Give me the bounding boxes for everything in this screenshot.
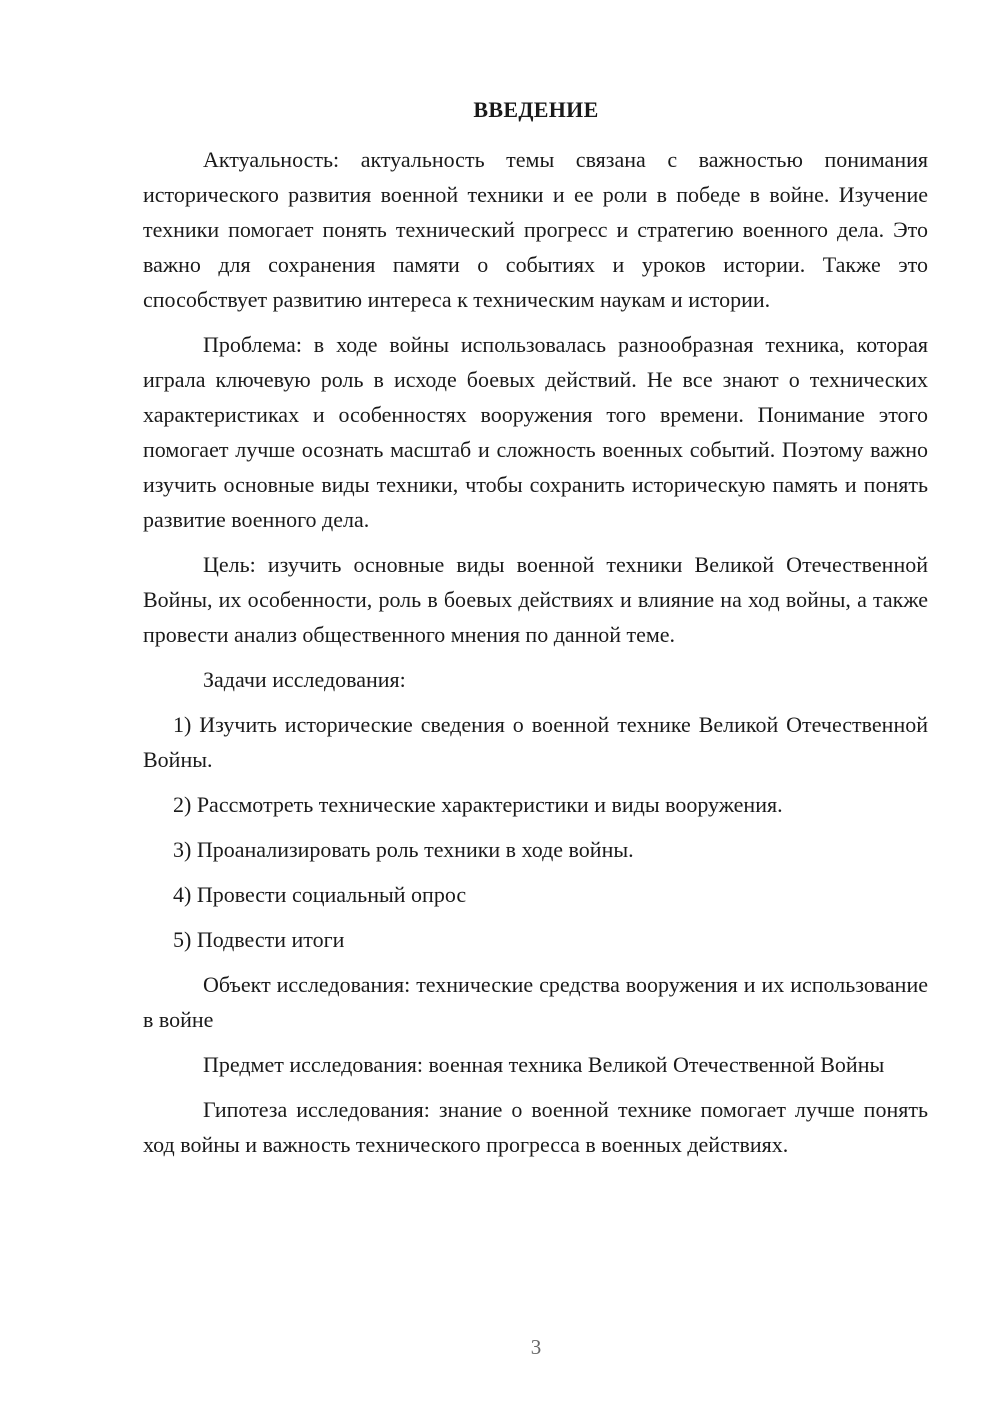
- tasks-heading: Задачи исследования:: [203, 667, 406, 692]
- problem-paragraph: Проблема: в ходе войны использовалась разнообразная техника, которая играла ключевую роль в исходе боевых действий. Не все знают о технических характеристиках и особенностях вооружения того времени. Понимание этого помогает лучше осознать масштаб и сложность военных событий. Поэтому важно изучить основные виды техники, чтобы сохранить историческую память и понять развитие военного дела.: [143, 332, 928, 532]
- page-number: 3: [530, 1335, 542, 1359]
- object-paragraph: Объект исследования: технические средства вооружения и их использование в войне: [143, 972, 928, 1032]
- task-item: 3) Проанализировать роль техники в ходе войны.: [173, 837, 634, 862]
- document-body: [143, 142, 928, 1172]
- hypothesis-paragraph: Гипотеза исследования: знание о военной технике помогает лучше понять ход войны и важность технического прогресса в военных действиях.: [143, 1097, 928, 1157]
- section-title: ВВЕДЕНИЕ: [473, 97, 599, 122]
- task-item: 4) Провести социальный опрос: [173, 882, 467, 907]
- relevance-paragraph: Актуальность: актуальность темы связана с важностью понимания исторического развития военной техники и ее роли в победе в войне. Изучение техники помогает понять технический прогресс и стратегию военного дела. Это важно для сохранения памяти о событиях и уроков истории. Также это способствует развитию интереса к техническим наукам и истории.: [143, 147, 928, 312]
- task-item: 2) Рассмотреть технические характеристики и виды вооружения.: [173, 792, 783, 817]
- task-item: 5) Подвести итоги: [173, 927, 345, 952]
- task-item: 1) Изучить исторические сведения о военной технике Великой Отечественной Войны.: [143, 712, 928, 772]
- subject-paragraph: Предмет исследования: военная техника Великой Отечественной Войны: [203, 1052, 885, 1077]
- goal-paragraph: Цель: изучить основные виды военной техники Великой Отечественной Войны, их особенности, роль в боевых действиях и влияние на ход войны, а также провести анализ общественного мнения по данной теме.: [143, 552, 928, 647]
